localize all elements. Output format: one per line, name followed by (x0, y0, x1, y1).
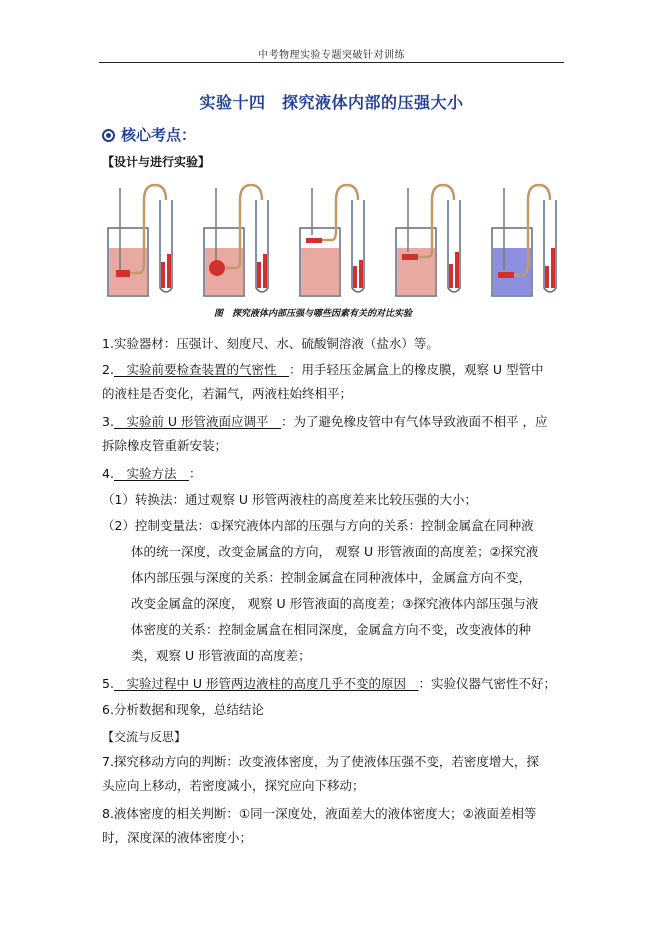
item-7-line-1: 7.探究移动方向的判断：改变液体密度，为了使液体压强不变，若密度增大，探 (102, 754, 539, 769)
core-points-label: 核心考点： (121, 126, 197, 144)
liquid (493, 248, 531, 295)
method-2-line-1: （2）控制变量法：①探究液体内部的压强与方向的关系：控制金属盒在同种液 (102, 518, 534, 533)
item-5-text: ：实验仪器气密性不好； (418, 676, 557, 691)
metal-box (116, 270, 130, 277)
u-tube-liquid-right (167, 254, 171, 288)
method-2-line-4: 改变金属盒的深度， 观察 U 形管液面的高度差；③探究液体内部压强与液 (131, 596, 539, 611)
item-5 (102, 676, 556, 692)
u-tube-liquid-right (263, 254, 267, 288)
item-4-text: ： (188, 466, 202, 481)
item-8-line-2: 时，深度深的液体密度小； (102, 830, 253, 845)
section-design-heading: 【设计与进行实验】 (102, 155, 211, 169)
item-3-line-2: 拆除橡皮管重新安装； (102, 438, 228, 453)
u-tube-liquid-right (455, 252, 459, 288)
metal-box (209, 260, 225, 276)
circle-bullet-icon (102, 129, 115, 142)
core-points-heading (102, 124, 196, 145)
item-2-number: 2. (102, 362, 114, 377)
setup-1 (108, 185, 172, 296)
u-tube-liquid-left (257, 262, 261, 288)
item-3-blank: 实验前 U 形管液面应调平 (113, 414, 282, 429)
method-2-line-6: 类，观察 U 形管液面的高度差； (131, 648, 311, 663)
metal-box (498, 272, 514, 278)
item-2 (102, 362, 544, 378)
setup-4 (396, 185, 460, 296)
setup-2 (204, 185, 268, 296)
item-5-number: 5. (102, 676, 114, 691)
method-1: （1）转换法：通过观察 U 形管两液柱的高度差来比较压强的大小； (102, 492, 478, 507)
u-tube-liquid-left (353, 266, 357, 288)
u-tube-liquid-right (551, 248, 555, 288)
item-4-blank: 实验方法 (113, 466, 189, 481)
experiment-figure (100, 180, 565, 322)
item-2-blank: 实验前要检查装置的气密性 (113, 362, 289, 377)
u-tube-liquid-left (545, 266, 549, 288)
method-2-line-2: 体的统一深度，改变金属盒的方向， 观察 U 形管液面的高度差；②探究液 (131, 544, 539, 559)
figure-caption: 图 探究液体内部压强与哪些因素有关的对比实验 (214, 309, 413, 319)
item-3-text: ：为了避免橡皮管中有气体导致液面不相平 ，应 (281, 414, 548, 429)
setup-3 (300, 185, 364, 296)
item-4 (102, 466, 201, 482)
item-3 (102, 414, 548, 430)
item-1: 1.实验器材：压强计、刻度尺、水、硫酸铜溶液（盐水）等。 (102, 336, 439, 351)
setup-5 (492, 185, 556, 296)
page-title: 实验十四 探究液体内部的压强大小 (199, 93, 464, 112)
u-tube-liquid-left (449, 264, 453, 288)
method-2-line-3: 体内部压强与深度的关系：控制金属盒在同种液体中，金属盒方向不变， (131, 570, 532, 585)
method-2-line-5: 体密度的关系：控制金属盒在相同深度，金属盒方向不变，改变液体的种 (131, 622, 532, 637)
header-rule (99, 62, 564, 63)
u-tube-liquid-left (161, 262, 165, 288)
item-8-line-1: 8.液体密度的相关判断：①同一深度处，液面差大的液体密度大；②液面差相等 (102, 806, 537, 821)
item-3-number: 3. (102, 414, 114, 429)
item-6: 6.分析数据和现象，总结结论 (102, 702, 264, 717)
metal-box (306, 238, 322, 243)
liquid (301, 248, 339, 295)
running-header: 中考物理实验专题突破针对训练 (258, 50, 405, 61)
item-2-line-2: 的液柱是否变化，若漏气，两液柱始终相平； (102, 386, 353, 401)
item-5-blank: 实验过程中 U 形管两边液柱的高度几乎不变的原因 (113, 676, 419, 691)
section-reflect-heading: 【交流与反思】 (102, 730, 187, 744)
u-tube-liquid-right (359, 260, 363, 288)
item-4-number: 4. (102, 466, 114, 481)
metal-box (402, 254, 418, 260)
item-2-text: ：用手轻压金属盒上的橡皮膜，观察 U 型管中 (288, 362, 544, 377)
item-7-line-2: 头应向上移动，若密度减小，探究应向下移动； (102, 778, 365, 793)
